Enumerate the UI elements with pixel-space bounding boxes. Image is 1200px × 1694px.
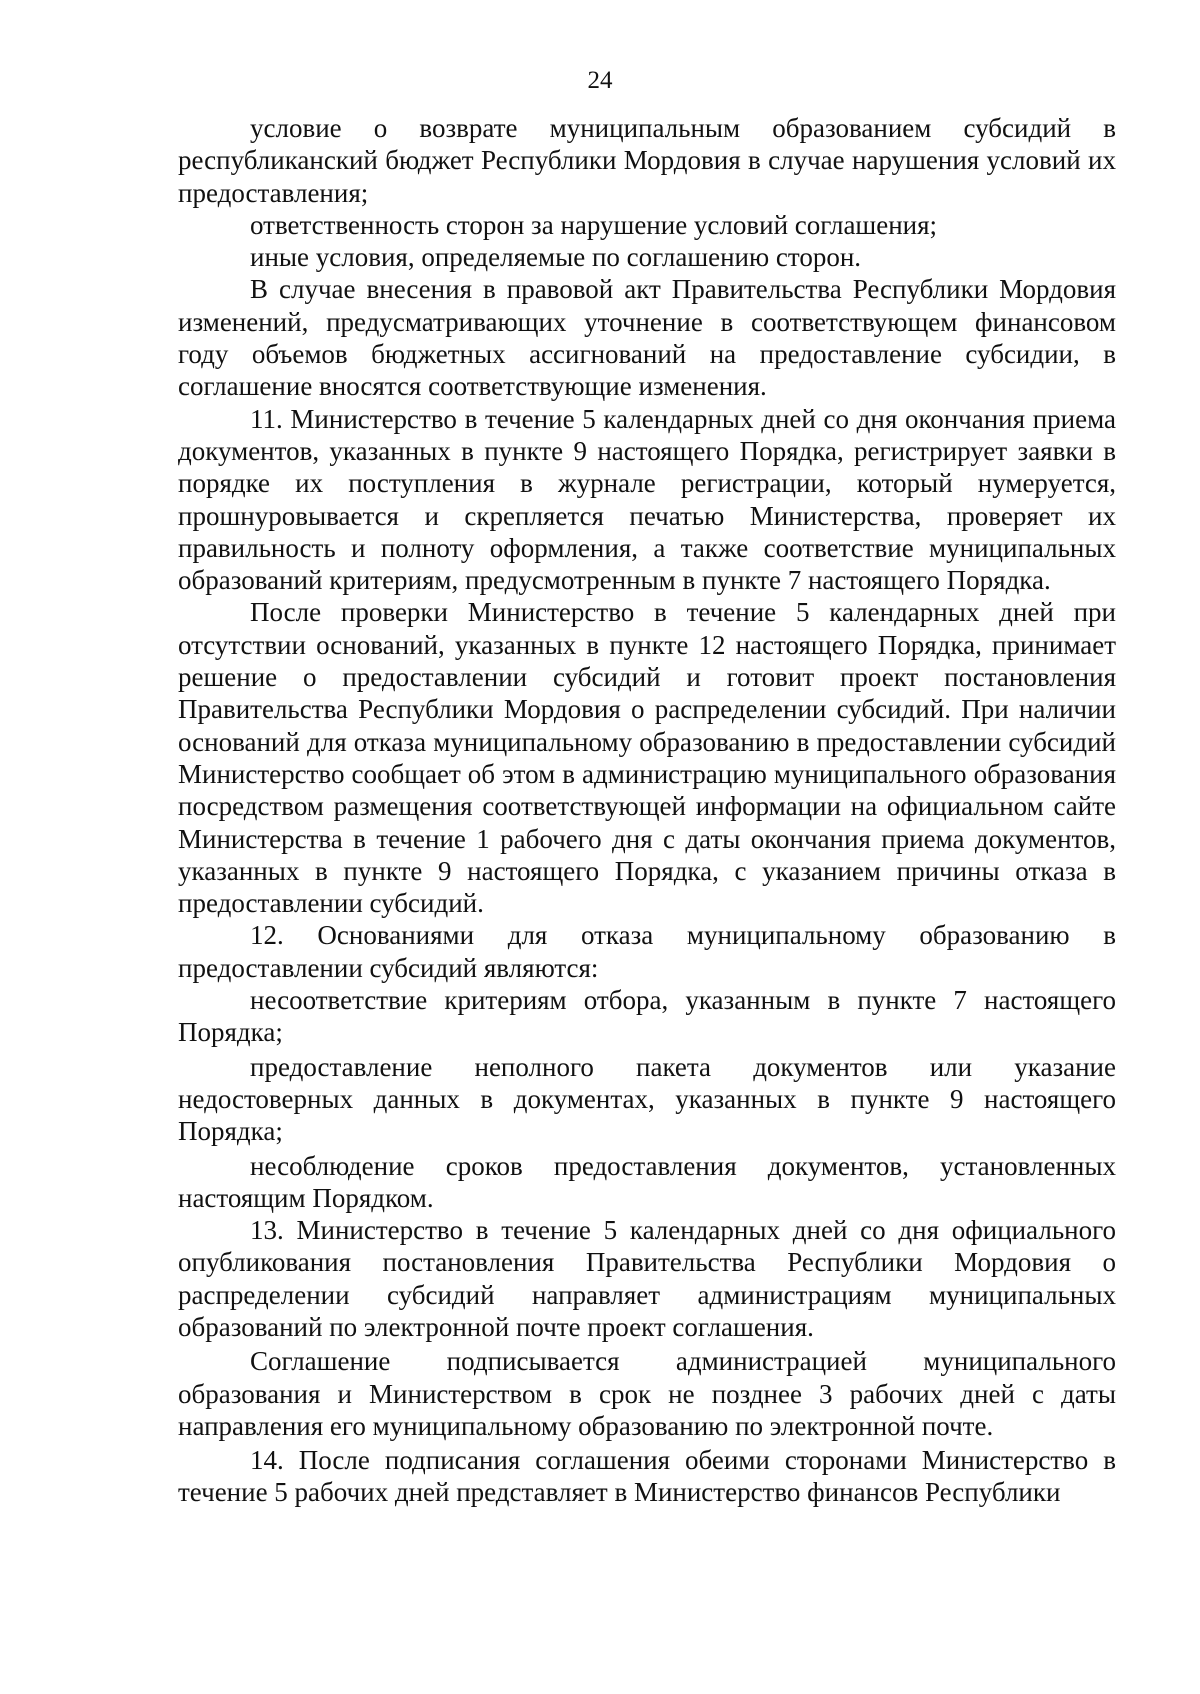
paragraph-criteria-mismatch: несоответствие критериям отбора, указанным в пункте 7 настоящего Порядка; <box>178 985 1116 1048</box>
paragraph-incomplete-documents: предоставление неполного пакета документов или указание недостоверных данных в документах, указанных в пункте 9 настоящего Порядка; <box>178 1051 1116 1147</box>
paragraph-other-conditions: иные условия, определяемые по соглашению сторон. <box>250 242 862 273</box>
paragraph-item-14: 14. После подписания соглашения обеими сторонами Министерство в течение 5 рабочих дней представляет в Министерство финансов Республики <box>178 1445 1116 1508</box>
paragraph-item-13: 13. Министерство в течение 5 календарных дней со дня официального опубликования постановления Правительства Республики Мордовия о распределении субсидий направляет администрациям муниципальных образований по электронной почте проект соглашения. <box>178 1215 1116 1342</box>
paragraph-item-12: 12. Основаниями для отказа муниципальному образованию в предоставлении субсидий являются: <box>178 920 1116 983</box>
paragraph-return-subsidies-condition: условие о возврате муниципальным образованием субсидий в республиканский бюджет Республики Мордовия в случае нарушения условий их предоставления; <box>178 113 1116 208</box>
paragraph-deadline-violation: несоблюдение сроков предоставления документов, установленных настоящим Порядком. <box>178 1150 1116 1213</box>
paragraph-parties-responsibility: ответственность сторон за нарушение условий соглашения; <box>250 209 938 240</box>
paragraph-item-11: 11. Министерство в течение 5 календарных дней со дня окончания приема документов, указанных в пункте 9 настоящего Порядка, регистрирует заявки в порядке их поступления в журнале регистрации, который нумеруется, прошнуровывается и скрепляется печатью Министерства, проверяет их правильность и полноту оформления, а также соответствие муниципальных образований критериям, предусмотренным в пункте 7 настоящего Порядка. <box>178 403 1116 596</box>
paragraph-after-verification: После проверки Министерство в течение 5 календарных дней при отсутствии оснований, указанных в пункте 12 настоящего Порядка, принимает решение о предоставлении субсидий и готовит проект постановления Правительства Республики Мордовия о распределении субсидий. При наличии оснований для отказа муниципальному образованию в предоставлении субсидий Министерство сообщает об этом в администрацию муниципального образования посредством размещения соответствующей информации на официальном сайте Министерства в течение 1 рабочего дня с даты окончания приема документов, указанных в пункте 9 настоящего Порядка, с указанием причины отказа в предоставлении субсидий. <box>178 597 1116 919</box>
document-body <box>178 112 1116 1509</box>
paragraph-legal-act-changes: В случае внесения в правовой акт Правительства Республики Мордовия изменений, предусматривающих уточнение в соответствующем финансовом году объемов бюджетных ассигнований на предоставление субсидии, в соглашение вносятся соответствующие изменения. <box>178 274 1116 402</box>
paragraph-agreement-signing: Соглашение подписывается администрацией муниципального образования и Министерством в срок не позднее 3 рабочих дней с даты направления его муниципальному образованию по электронной почте. <box>178 1346 1116 1441</box>
page-number: 24 <box>587 67 613 94</box>
